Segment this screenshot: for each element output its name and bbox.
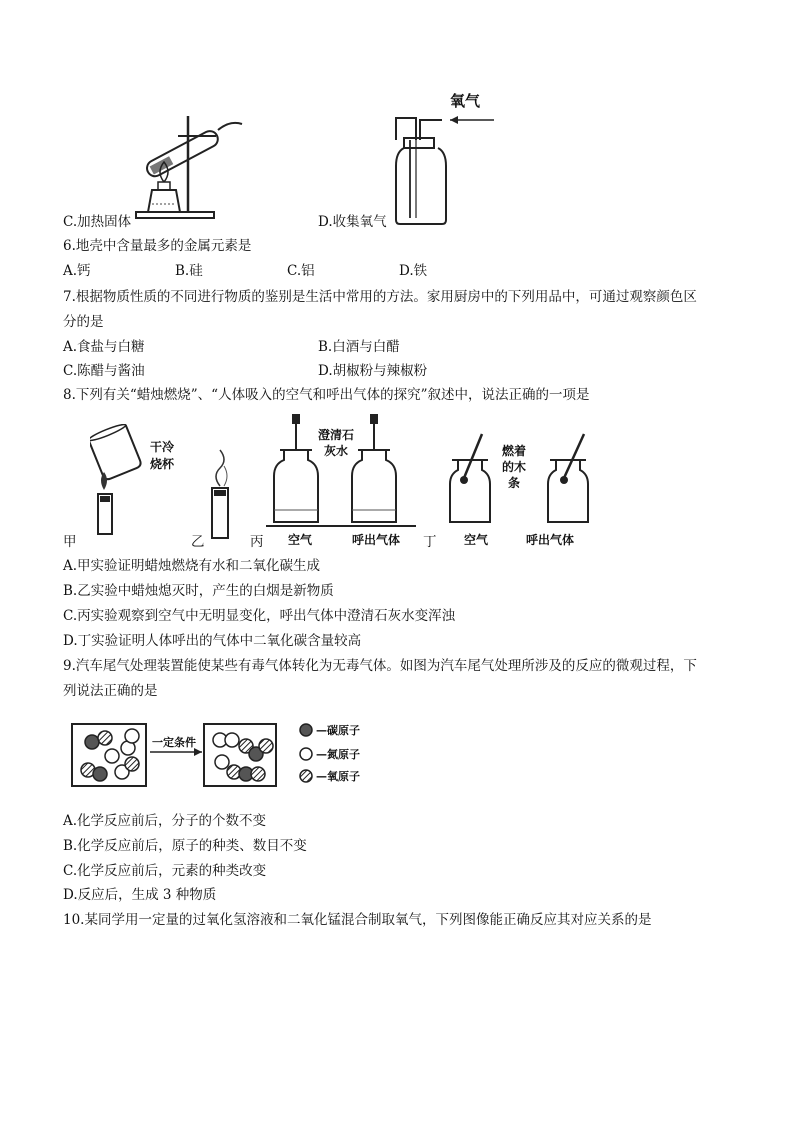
q9-option-d: D.反应后，生成 3 种物质	[63, 887, 217, 903]
q5-option-d: D.收集氧气	[318, 214, 387, 230]
q6-stem: 6.地壳中含量最多的金属元素是	[63, 238, 252, 254]
q8-option-a: A.甲实验证明蜡烛燃烧有水和二氧化碳生成	[63, 558, 321, 574]
q6-option-d: D.铁	[399, 263, 428, 279]
figure-label-ding: 丁	[423, 534, 437, 550]
limewater-label-1: 澄清石	[318, 428, 355, 442]
limewater-label-2: 灰水	[324, 444, 349, 458]
q7-option-c: C.陈醋与酱油	[63, 363, 145, 379]
figure-label-yi: 乙	[191, 534, 205, 550]
figure-label-bing: 丙	[250, 534, 264, 550]
q8-option-d: D.丁实验证明人体呼出的气体中二氧化碳含量较高	[63, 633, 362, 649]
ding-exhaled-label: 呼出气体	[526, 533, 575, 547]
bing-air-label: 空气	[288, 533, 313, 547]
q8-stem: 8.下列有关“蜡烛燃烧”、“人体吸入的空气和呼出气体的探究”叙述中，说法正确的一项是	[63, 387, 590, 403]
ding-air-label: 空气	[464, 533, 489, 547]
q6-option-b: B.硅	[175, 263, 203, 279]
dry-cold-beaker-label-2: 烧杯	[150, 457, 175, 471]
figure-label-jia: 甲	[63, 534, 77, 550]
legend-oxygen-atom: —氧原子	[316, 770, 360, 783]
q8-option-b: B.乙实验中蜡烛熄灭时，产生的白烟是新物质	[63, 583, 334, 599]
legend-nitrogen-atom: —氮原子	[316, 748, 360, 761]
reaction-microscopic-figure	[70, 718, 376, 792]
burning-stick-label-1: 燃着	[502, 444, 527, 458]
oxygen-collection-bottle-figure	[390, 88, 520, 230]
burning-stick-label-3: 条	[508, 476, 521, 490]
oxygen-label: 氧气	[450, 92, 481, 110]
q7-stem-line1: 7.根据物质性质的不同进行物质的鉴别是生活中常用的方法。家用厨房中的下列用品中，可通过观察颜色区	[63, 289, 697, 305]
q6-option-c: C.铝	[287, 263, 315, 279]
q9-stem-line2: 列说法正确的是	[63, 683, 158, 699]
legend-carbon-atom: —碳原子	[316, 724, 360, 737]
q7-option-d: D.胡椒粉与辣椒粉	[318, 363, 428, 379]
q7-option-b: B.白酒与白醋	[318, 339, 400, 355]
q9-option-b: B.化学反应前后，原子的种类、数目不变	[63, 838, 307, 854]
q9-option-a: A.化学反应前后，分子的个数不变	[63, 813, 267, 829]
burning-stick-label-2: 的木	[502, 460, 527, 474]
q7-option-a: A.食盐与白糖	[63, 339, 145, 355]
bing-exhaled-label: 呼出气体	[352, 533, 401, 547]
experiment-jia-figure	[90, 424, 190, 542]
q7-stem-line2: 分的是	[63, 314, 104, 330]
q6-option-a: A.钙	[63, 263, 91, 279]
q10-stem: 10.某同学用一定量的过氧化氢溶液和二氧化锰混合制取氧气，下列图像能正确反应其对应关系的是	[63, 912, 652, 928]
experiment-yi-figure	[200, 446, 244, 542]
q9-stem-line1: 9.汽车尾气处理装置能使某些有毒气体转化为无毒气体。如图为汽车尾气处理所涉及的反应的微观过程，下	[63, 658, 697, 674]
dry-cold-beaker-label-1: 干冷	[150, 440, 175, 454]
q5-option-c: C.加热固体	[63, 214, 132, 230]
q8-option-c: C.丙实验观察到空气中无明显变化，呼出气体中澄清石灰水变浑浊	[63, 608, 456, 624]
q9-option-c: C.化学反应前后，元素的种类改变	[63, 863, 267, 879]
reaction-condition-label: 一定条件	[152, 736, 196, 749]
heating-solid-apparatus-figure	[118, 108, 248, 226]
